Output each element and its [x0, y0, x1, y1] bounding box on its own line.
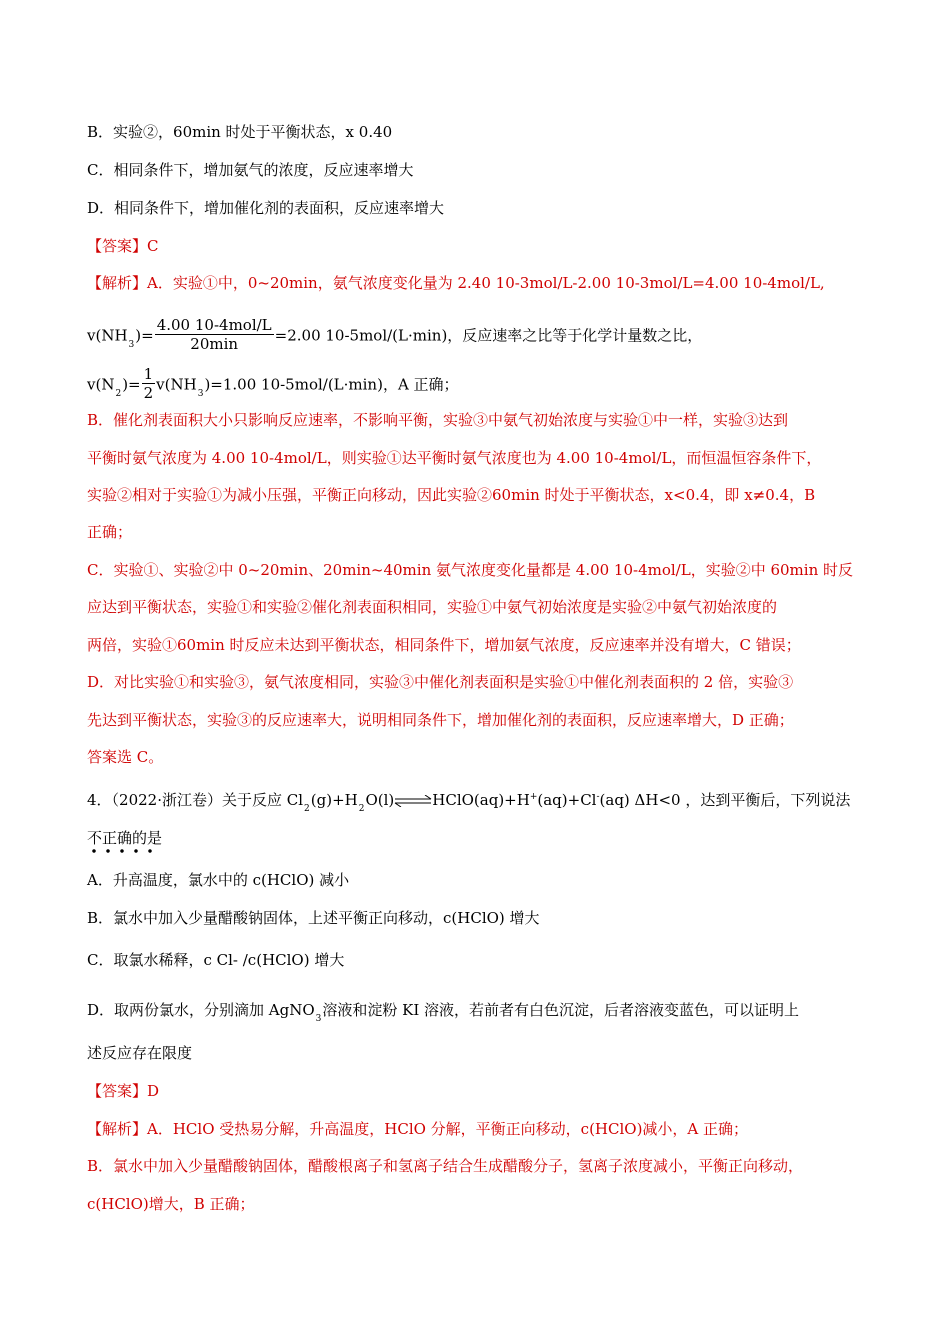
answer-label: 【答案】C: [87, 237, 159, 255]
explanation2-a: 【解析】A．HClO 受热易分解，升高温度，HClO 分解，平衡正向移动，c(HClO)减小，A 正确；: [87, 1120, 749, 1138]
explanation2-b-line2: c(HClO)增大，B 正确；: [87, 1195, 255, 1213]
explanation2-b-line1: B．氯水中加入少量醋酸钠固体，醋酸根离子和氢离子结合生成醋酸分子，氢离子浓度减小，平衡正向移动，: [87, 1157, 804, 1175]
question-4-option-a: A．升高温度，氯水中的 c(HClO) 减小: [87, 871, 350, 889]
question-4-option-b: B．氯水中加入少量醋酸钠固体，上述平衡正向移动，c(HClO) 增大: [87, 909, 540, 927]
explanation-d-line2: 先达到平衡状态，实验③的反应速率大，说明相同条件下，增加催化剂的表面积，反应速率增大，D 正确；: [87, 711, 794, 729]
explanation-d-line1: D．对比实验①和实验③，氨气浓度相同，实验③中催化剂表面积是实验①中催化剂表面积的 2 倍，实验③: [87, 673, 794, 691]
option-b-line: B．实验②，60min 时处于平衡状态，x 0.40: [87, 123, 393, 141]
explanation-c-line2: 应达到平衡状态，实验①和实验②催化剂表面积相同，实验①中氨气初始浓度是实验②中氨气初始浓度的: [87, 598, 778, 616]
explanation-a-line1: 【解析】A．实验①中，0~20min，氨气浓度变化量为 2.40 10-3mol/L-2.00 10-3mol/L=4.00 10-4mol/L,: [87, 274, 825, 292]
question-4-stem-line2: 不正确的是: [87, 829, 163, 847]
option-d-line: D．相同条件下，增加催化剂的表面积，反应速率增大: [87, 199, 445, 217]
explanation-c-line3: 两倍，实验①60min 时反应未达到平衡状态，相同条件下，增加氨气浓度，反应速率并没有增大，C 错误；: [87, 636, 801, 654]
fraction: $\frac{\text{4.00 10-4mol/L}}{20\min}$: [156, 316, 272, 353]
fraction: $\frac{1}{2}$: [143, 365, 154, 402]
explanation-conclusion: 答案选 C。: [87, 748, 164, 766]
explanation-b-line4: 正确；: [87, 523, 133, 541]
equilibrium-arrow-icon: [394, 795, 432, 807]
answer-label-2: 【答案】D: [87, 1082, 160, 1100]
question-4-stem: 4．（2022·浙江卷）关于反应 $Cl_2(g)+H_2O(l)$ HClO(aq)+H+(aq)+Cl-(aq) ΔH<0 ，达到平衡后，下列说法: [87, 791, 851, 814]
explanation-a-line2: $v(NH_3)=$ $\frac{\text{4.00 10-4mol/L}}{20\min}$ =2.00 10-5mol/(L·min)，反应速率之比等于化学计量数之比，: [87, 316, 703, 353]
explanation-b-line2: 平衡时氨气浓度为 4.00 10-4mol/L，则实验①达平衡时氨气浓度也为 4.00 10-4mol/L，而恒温恒容条件下，: [87, 449, 822, 467]
explanation-a-line3: $v(N_2)=$ $\frac{1}{2}$ $v(NH_3)=1.00$ 10-5mol/(L·min)，A 正确；: [87, 365, 459, 402]
option-c-line: C．相同条件下，增加氨气的浓度，反应速率增大: [87, 161, 414, 179]
question-4-option-d-line2: 述反应存在限度: [87, 1044, 193, 1062]
explanation-b-line3: 实验②相对于实验①为减小压强，平衡正向移动，因此实验②60min 时处于平衡状态，x<0.4，即 x≠0.4，B: [87, 486, 816, 504]
explanation-b-line1: B．催化剂表面积大小只影响反应速率，不影响平衡，实验③中氨气初始浓度与实验①中一样，实验③达到: [87, 411, 789, 429]
question-4-option-d-line1: D．取两份氯水，分别滴加 AgNO$_3$溶液和淀粉 KI 溶液，若前者有白色沉淀，后者溶液变蓝色，可以证明上: [87, 1001, 800, 1024]
explanation-c-line1: C．实验①、实验②中 0~20min、20min~40min 氨气浓度变化量都是 4.00 10-4mol/L，实验②中 60min 时反: [87, 561, 854, 579]
question-4-option-c: C．取氯水稀释，c Cl- /c(HClO) 增大: [87, 951, 345, 969]
